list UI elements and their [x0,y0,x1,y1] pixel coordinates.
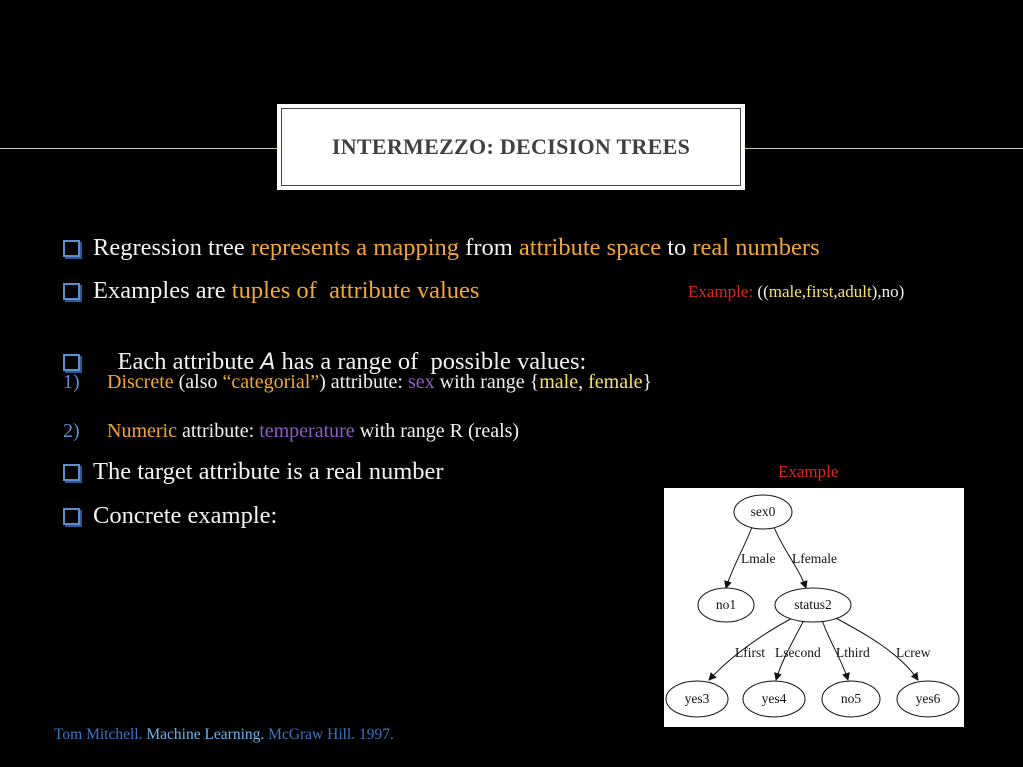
node-status2: status2 [794,597,832,612]
bullet-text: Examples are [93,277,232,304]
bullet-concrete-example [63,502,277,530]
numeric-term: Numeric [107,420,177,442]
node-no1: no1 [715,597,737,612]
punct: , [833,282,838,301]
sex-term: sex [407,371,435,393]
male-value: male [539,371,579,393]
highlight-tuples: tuples of attribute values [231,277,480,304]
checkbox-bullet-icon [63,240,80,257]
punct: ), [871,282,882,301]
decision-tree-figure [664,488,964,727]
bullet-text: to [661,234,693,261]
punct: ) [898,282,905,301]
highlight-real-numbers: real numbers [692,234,820,261]
edge-label-lthird: Lthird [836,645,870,660]
checkbox-bullet-icon [63,464,80,481]
example-tuple [688,282,904,302]
discrete-term: Discrete [107,371,174,393]
tuple-adult: adult [837,282,872,301]
citation-publisher: McGraw Hill. 1997. [264,726,394,743]
node-sex0: sex0 [750,504,776,519]
bullet-text: has a range of possible values: [275,348,587,375]
item-text: } [642,371,653,393]
numbered-numeric [63,420,519,443]
item-text: , [578,371,589,393]
tuple-no: no [881,282,899,301]
node-no5: no5 [840,691,862,706]
edge-label-lcrew: Lcrew [896,645,931,660]
title-rule-left [0,148,278,149]
node-yes6: yes6 [915,691,941,706]
attribute-symbol: A [260,350,276,375]
item-text: (also [173,371,223,393]
edge-label-lmale: Lmale [741,551,776,566]
list-number: 2) [63,420,80,442]
checkbox-bullet-icon [63,508,80,525]
item-text: with range { [434,371,540,393]
edge-label-lfirst: Lfirst [735,645,765,660]
bullet-target-attribute [63,458,444,486]
punct: , [801,282,807,301]
title-frame [281,108,741,186]
edge-label-lfemale: Lfemale [792,551,837,566]
node-yes4: yes4 [761,691,787,706]
bullet-regression-tree [63,234,820,262]
title-box [277,104,745,190]
tuple-first: first [806,282,834,301]
slide-title: INTERMEZZO: DECISION TREES [331,134,691,159]
item-text: attribute: [176,420,260,442]
node-yes3: yes3 [684,691,710,706]
bullet-text: The target attribute is a real number [93,458,444,485]
decision-tree-svg [664,488,964,727]
bullet-text: Regression tree [93,234,251,261]
temperature-term: temperature [259,420,355,442]
tuple-male: male [768,282,802,301]
citation [54,726,394,744]
highlight-attribute-space: attribute space [518,234,662,261]
item-text: ) attribute: [319,371,408,393]
highlight-mapping: represents a mapping [250,234,460,261]
citation-book-link[interactable]: Machine Learning. [146,726,265,743]
bullet-text: from [459,234,519,261]
checkbox-bullet-icon [63,354,80,371]
title-rule-right [745,148,1023,149]
edge-label-lsecond: Lsecond [775,645,821,660]
item-text: with range R (reals) [354,420,520,442]
tree-example-label: Example [778,462,839,481]
bullet-text: Each attribute [117,348,261,375]
female-value: female [588,371,643,393]
citation-author: Tom Mitchell. [54,726,147,743]
numbered-discrete [63,371,652,394]
punct: (( [753,282,769,301]
example-tuple-label: Example: [688,282,754,301]
checkbox-bullet-icon [63,283,80,300]
list-number: 1) [63,371,80,393]
bullet-examples [63,277,479,305]
bullet-text: Concrete example: [93,502,278,529]
categorial-term: “categorial” [222,371,320,393]
